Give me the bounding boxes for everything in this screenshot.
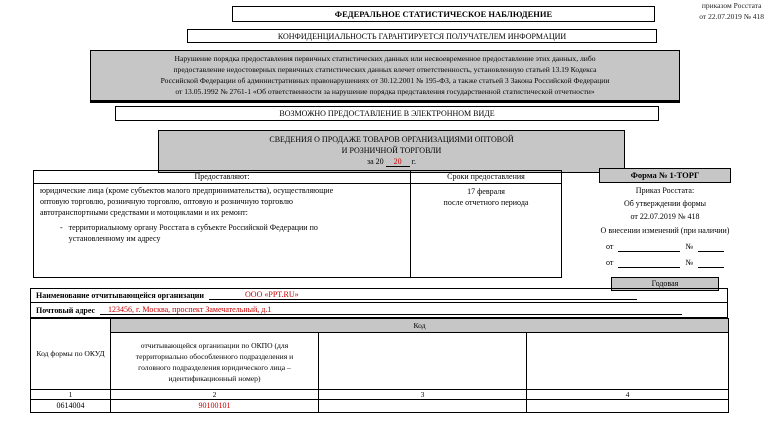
amendment-date-blank	[618, 243, 680, 252]
year-suffix: г.	[411, 157, 417, 167]
providers-line: оптовую торговлю, розничную торговлю, оптовую и розничную торговлю	[40, 196, 293, 206]
amendment-date-blank	[618, 259, 680, 268]
approval-note	[699, 1, 764, 22]
codes-subheader-row	[31, 333, 729, 390]
bullet-text: территориальному органу Росстата в субъекте Российской Федерации по установленному им адресу	[68, 223, 318, 244]
column-numbers-row	[31, 390, 729, 400]
okpo-header-cell: отчитывающейся организации по ОКПО (для территориально обособленного подразделения и головного подразделения юридического лица – идентификационный номер)	[111, 333, 319, 390]
code-column-3-header	[319, 333, 527, 390]
providers-table-body	[34, 184, 561, 277]
order-line-1: Приказ Росстата:	[635, 186, 695, 195]
deadline-line-1: 17 февраля	[467, 187, 505, 196]
deadline-header-cell: Сроки предоставления	[447, 172, 525, 181]
report-year-line	[159, 156, 624, 167]
column-number: 1	[31, 390, 111, 400]
providers-line: юридические лица (кроме субъектов малого предпринимательства), осуществляющие	[40, 186, 334, 195]
periodicity-badge: Годовая	[611, 277, 719, 291]
deadline-line-2: после отчетного периода	[443, 198, 529, 208]
report-title-box	[158, 130, 625, 173]
amendment-row-1	[565, 242, 765, 252]
order-line-2: Об утверждении формы	[623, 199, 707, 209]
warning-line: предоставление недостоверных первичных статистических данных влечет ответственность, установленную статьей 13.19 Кодекса	[173, 65, 597, 74]
amendment-number-blank	[698, 243, 724, 252]
report-title-line-2: И РОЗНИЧНОЙ ТОРГОВЛИ	[341, 146, 442, 156]
warning-line: от 13.05.1992 № 2761-1 «Об ответственности за нарушение порядка представления государственной статистической отчетности»	[175, 87, 595, 96]
report-title-line-1: СВЕДЕНИЯ О ПРОДАЖЕ ТОВАРОВ ОРГАНИЗАЦИЯМИ ОПТОВОЙ	[269, 135, 514, 144]
org-name-row	[30, 288, 728, 303]
electronic-submission-banner: ВОЗМОЖНО ПРЕДОСТАВЛЕНИЕ В ЭЛЕКТРОННОМ ВИДЕ	[115, 106, 659, 121]
ot-label: от	[605, 241, 614, 251]
form-info-column	[565, 168, 765, 291]
providers-description	[34, 184, 411, 277]
okud-value-cell: 0614004	[31, 400, 111, 413]
amendments-caption: О внесении изменений (при наличии)	[600, 225, 730, 235]
codes-table	[30, 318, 729, 413]
amendment-number-blank	[698, 259, 724, 268]
providers-table	[33, 170, 562, 278]
column-number: 3	[319, 390, 527, 400]
number-label: №	[685, 257, 694, 267]
kod-header-cell: Код	[111, 319, 729, 333]
providers-bullet	[40, 223, 404, 245]
warning-line: Российской Федерации об административных правонарушениях от 30.12.2001 № 195-ФЗ, а также статьей 3 Закона Российской Федерации	[160, 76, 610, 85]
codes-values-row	[31, 400, 729, 413]
okud-label-cell: Код формы по ОКУД	[31, 319, 111, 390]
warning-line: Нарушение порядка предоставления первичных статистических данных или несвоевременное предоставление этих данных, либо	[174, 54, 596, 63]
violation-warning	[90, 50, 680, 103]
code-value-cell	[319, 400, 527, 413]
approval-line-2: от 22.07.2019 № 418	[699, 11, 764, 21]
year-prefix: за 20	[366, 157, 384, 167]
providers-header-cell: Предоставляют:	[34, 171, 411, 183]
deadline-value	[411, 184, 561, 277]
code-value-cell	[527, 400, 729, 413]
confidentiality-banner: КОНФИДЕНЦИАЛЬНОСТЬ ГАРАНТИРУЕТСЯ ПОЛУЧАТЕЛЕМ ИНФОРМАЦИИ	[187, 29, 657, 43]
postal-address-value: 123456, г. Москва, проспект Замечательный, д.1	[100, 304, 682, 315]
amendment-row-2	[565, 258, 765, 268]
form-number-badge: Форма № 1-ТОРГ	[599, 168, 731, 183]
okpo-value-cell: 90100101	[111, 400, 319, 413]
code-column-4-header	[527, 333, 729, 390]
providers-table-header	[34, 171, 561, 184]
postal-address-label: Почтовый адрес	[36, 306, 96, 315]
org-name-value: ООО «PPT.RU»	[209, 289, 637, 300]
approval-line-1: приказом Росстата	[701, 1, 762, 10]
column-number: 4	[527, 390, 729, 400]
org-name-label: Наименование отчитывающейся организации	[36, 291, 205, 300]
order-line-3: от 22.07.2019 № 418	[630, 212, 700, 222]
postal-address-row	[30, 302, 728, 318]
codes-header-row	[31, 319, 729, 333]
federal-observation-banner: ФЕДЕРАЛЬНОЕ СТАТИСТИЧЕСКОЕ НАБЛЮДЕНИЕ	[232, 6, 655, 22]
column-number: 2	[111, 390, 319, 400]
number-label: №	[685, 241, 694, 251]
year-blank: 20	[386, 157, 410, 167]
providers-line: автотранспортными средствами и мотоциклами и их ремонт:	[40, 207, 248, 217]
bullet-dash: -	[60, 223, 63, 233]
ot-label: от	[605, 257, 614, 267]
